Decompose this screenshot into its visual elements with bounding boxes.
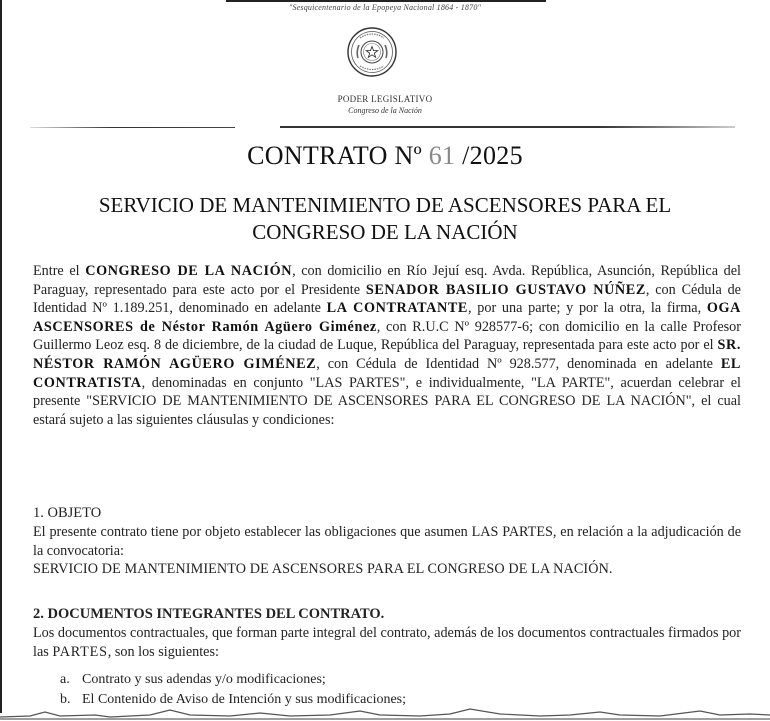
intro-paragraph xyxy=(33,262,741,429)
contract-title xyxy=(0,141,770,171)
header-motto: "Sesquicentenario de la Epopeya Nacional 1864 - 1870" xyxy=(288,3,482,12)
header-rule xyxy=(30,127,235,128)
text: , denominadas en conjunto "LAS PARTES", e individualmente, "LA PARTE", acuerdan celebrar el presente "SERVICIO DE MANTENIMIENTO DE ASCENSORES PARA EL CONGRESO DE LA NACIÓN", el cual estará sujeto a las siguientes cláusulas y condiciones: xyxy=(33,374,741,428)
institution-subtitle: Congreso de la Nación xyxy=(348,106,422,115)
torn-page-edge xyxy=(0,703,770,721)
list-marker: a. xyxy=(60,672,70,687)
list-item xyxy=(60,670,406,690)
party-role: LA CONTRATANTE xyxy=(326,300,468,317)
contractor-representative: SR. NÉSTOR RAMÓN AGÜERO GIMÉNEZ xyxy=(33,337,741,372)
section-body-documentos xyxy=(33,624,741,661)
service-name: SERVICIO DE MANTENIMIENTO DE ASCENSORES PARA EL CONGRESO DE LA NACIÓN. xyxy=(33,561,613,578)
text: , con Cédula de Identidad Nº 928.577, denominada en adelante xyxy=(316,355,721,372)
representative-name: SENADOR BASILIO GUSTAVO NÚÑEZ xyxy=(365,281,646,298)
text: , con domicilio en Río Jejuí esq. Avda. República, Asunción, República del Paraguay, representado para este acto por el Presidente xyxy=(33,263,741,298)
text: El presente contrato tiene por objeto establecer las obligaciones que asumen LAS PARTES, en relación a la adjudicación de la convocatoria: xyxy=(33,524,741,559)
party-name: CONGRESO DE LA NACIÓN xyxy=(85,263,293,279)
top-rule xyxy=(226,0,546,2)
text: Los documentos contractuales, que forman parte integral del contrato, además de los documentos contractuales firmados por las xyxy=(33,625,741,660)
list-item-text: Contrato y sus adendas y/o modificaciones; xyxy=(82,672,326,687)
text: , por una parte; y por la otra, la firma, xyxy=(467,300,707,317)
title-prefix: CONTRATO Nº xyxy=(247,141,429,170)
party-role: PARTES xyxy=(52,643,108,660)
text: Entre el xyxy=(33,263,86,279)
contract-subtitle xyxy=(30,192,740,246)
header-rule xyxy=(280,126,735,128)
institution-name: PODER LEGISLATIVO xyxy=(337,94,433,104)
section-body-objeto xyxy=(33,523,741,579)
section-heading-documentos: 2. DOCUMENTOS INTEGRANTES DEL CONTRATO. xyxy=(33,606,385,622)
text: , con R.U.C Nº 928577-6; con domicilio en la calle Profesor Guillermo Leoz esq. 8 de diciembre, de la ciudad de Luque, República del Paraguay, representada para este acto por el xyxy=(33,318,741,354)
text: , son los siguientes: xyxy=(107,643,219,660)
party-role: EL CONTRATISTA xyxy=(33,355,741,391)
contract-number: 61 xyxy=(428,141,456,170)
subtitle-line: SERVICIO DE MANTENIMIENTO DE ASCENSORES PARA EL xyxy=(98,193,672,217)
text: , con Cédula de Identidad Nº 1.189.251, denominado en adelante xyxy=(33,281,741,317)
list-marker: b. xyxy=(60,692,71,707)
paraguay-seal-icon xyxy=(346,26,398,78)
section-heading-objeto: 1. OBJETO xyxy=(33,505,102,521)
contractor-name: OGA ASCENSORES de Néstor Ramón Agüero Giménez xyxy=(33,300,741,335)
list-item-text: El Contenido de Aviso de Intención y sus modificaciones; xyxy=(82,692,407,707)
title-suffix: /2025 xyxy=(455,141,523,170)
subtitle-line: CONGRESO DE LA NACIÓN xyxy=(252,220,518,244)
